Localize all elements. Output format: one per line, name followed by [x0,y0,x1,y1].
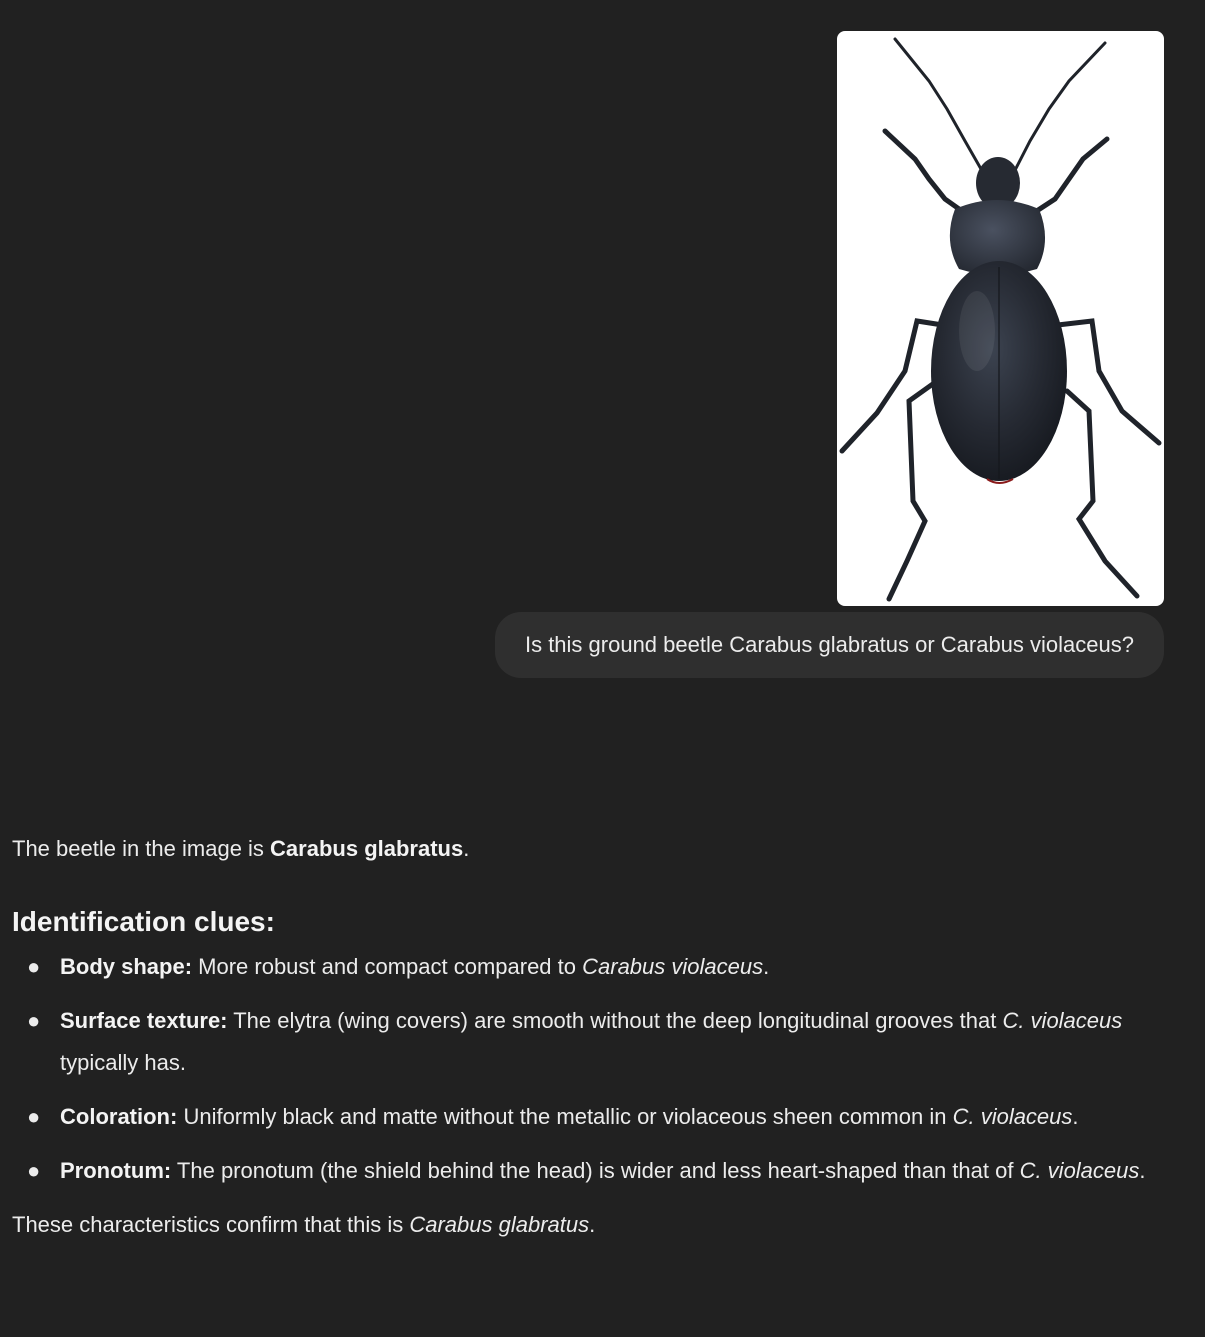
clue-text-after: . [763,954,770,979]
bullet-icon: ● [27,1158,41,1183]
clues-list [12,946,1177,1192]
clue-item-surface-texture [27,1000,1177,1084]
intro-suffix: . [463,836,470,861]
user-image[interactable] [837,31,1164,606]
clue-label: Pronotum: [60,1158,172,1183]
beetle-illustration [837,31,1164,606]
answer-closing [12,1204,1177,1246]
assistant-response [12,828,1177,1246]
clue-text-after: . [1072,1104,1079,1129]
intro-species-bold: Carabus glabratus [270,836,464,861]
clue-species-italic: C. violaceus [1002,1008,1123,1033]
clue-text: More robust and compact compared to [192,954,583,979]
clue-species-italic: Carabus violaceus [582,954,764,979]
clues-heading: Identification clues: [12,906,275,937]
clue-item-body-shape [27,946,1177,988]
clue-text-after: typically has. [60,1050,186,1075]
clue-text: The elytra (wing covers) are smooth without the deep longitudinal grooves that [227,1008,1003,1033]
clue-species-italic: C. violaceus [952,1104,1073,1129]
clue-item-pronotum [27,1150,1177,1192]
closing-prefix: These characteristics confirm that this is [12,1212,410,1237]
clue-text-after: . [1139,1158,1146,1183]
clue-label: Body shape: [60,954,193,979]
bullet-icon: ● [27,1104,41,1129]
clue-label: Coloration: [60,1104,178,1129]
answer-intro [12,828,1177,870]
clue-text: Uniformly black and matte without the metallic or violaceous sheen common in [177,1104,953,1129]
closing-species-italic: Carabus glabratus [409,1212,590,1237]
intro-prefix: The beetle in the image is [12,836,271,861]
bullet-icon: ● [27,1008,41,1033]
clue-item-coloration [27,1096,1177,1138]
closing-suffix: . [589,1212,596,1237]
user-question-text: Is this ground beetle Carabus glabratus or Carabus violaceus? [524,632,1134,657]
user-message-bubble [495,612,1164,678]
clue-species-italic: C. violaceus [1019,1158,1140,1183]
bullet-icon: ● [27,954,41,979]
clue-label: Surface texture: [60,1008,228,1033]
clue-text: The pronotum (the shield behind the head) is wider and less heart-shaped than that of [171,1158,1020,1183]
